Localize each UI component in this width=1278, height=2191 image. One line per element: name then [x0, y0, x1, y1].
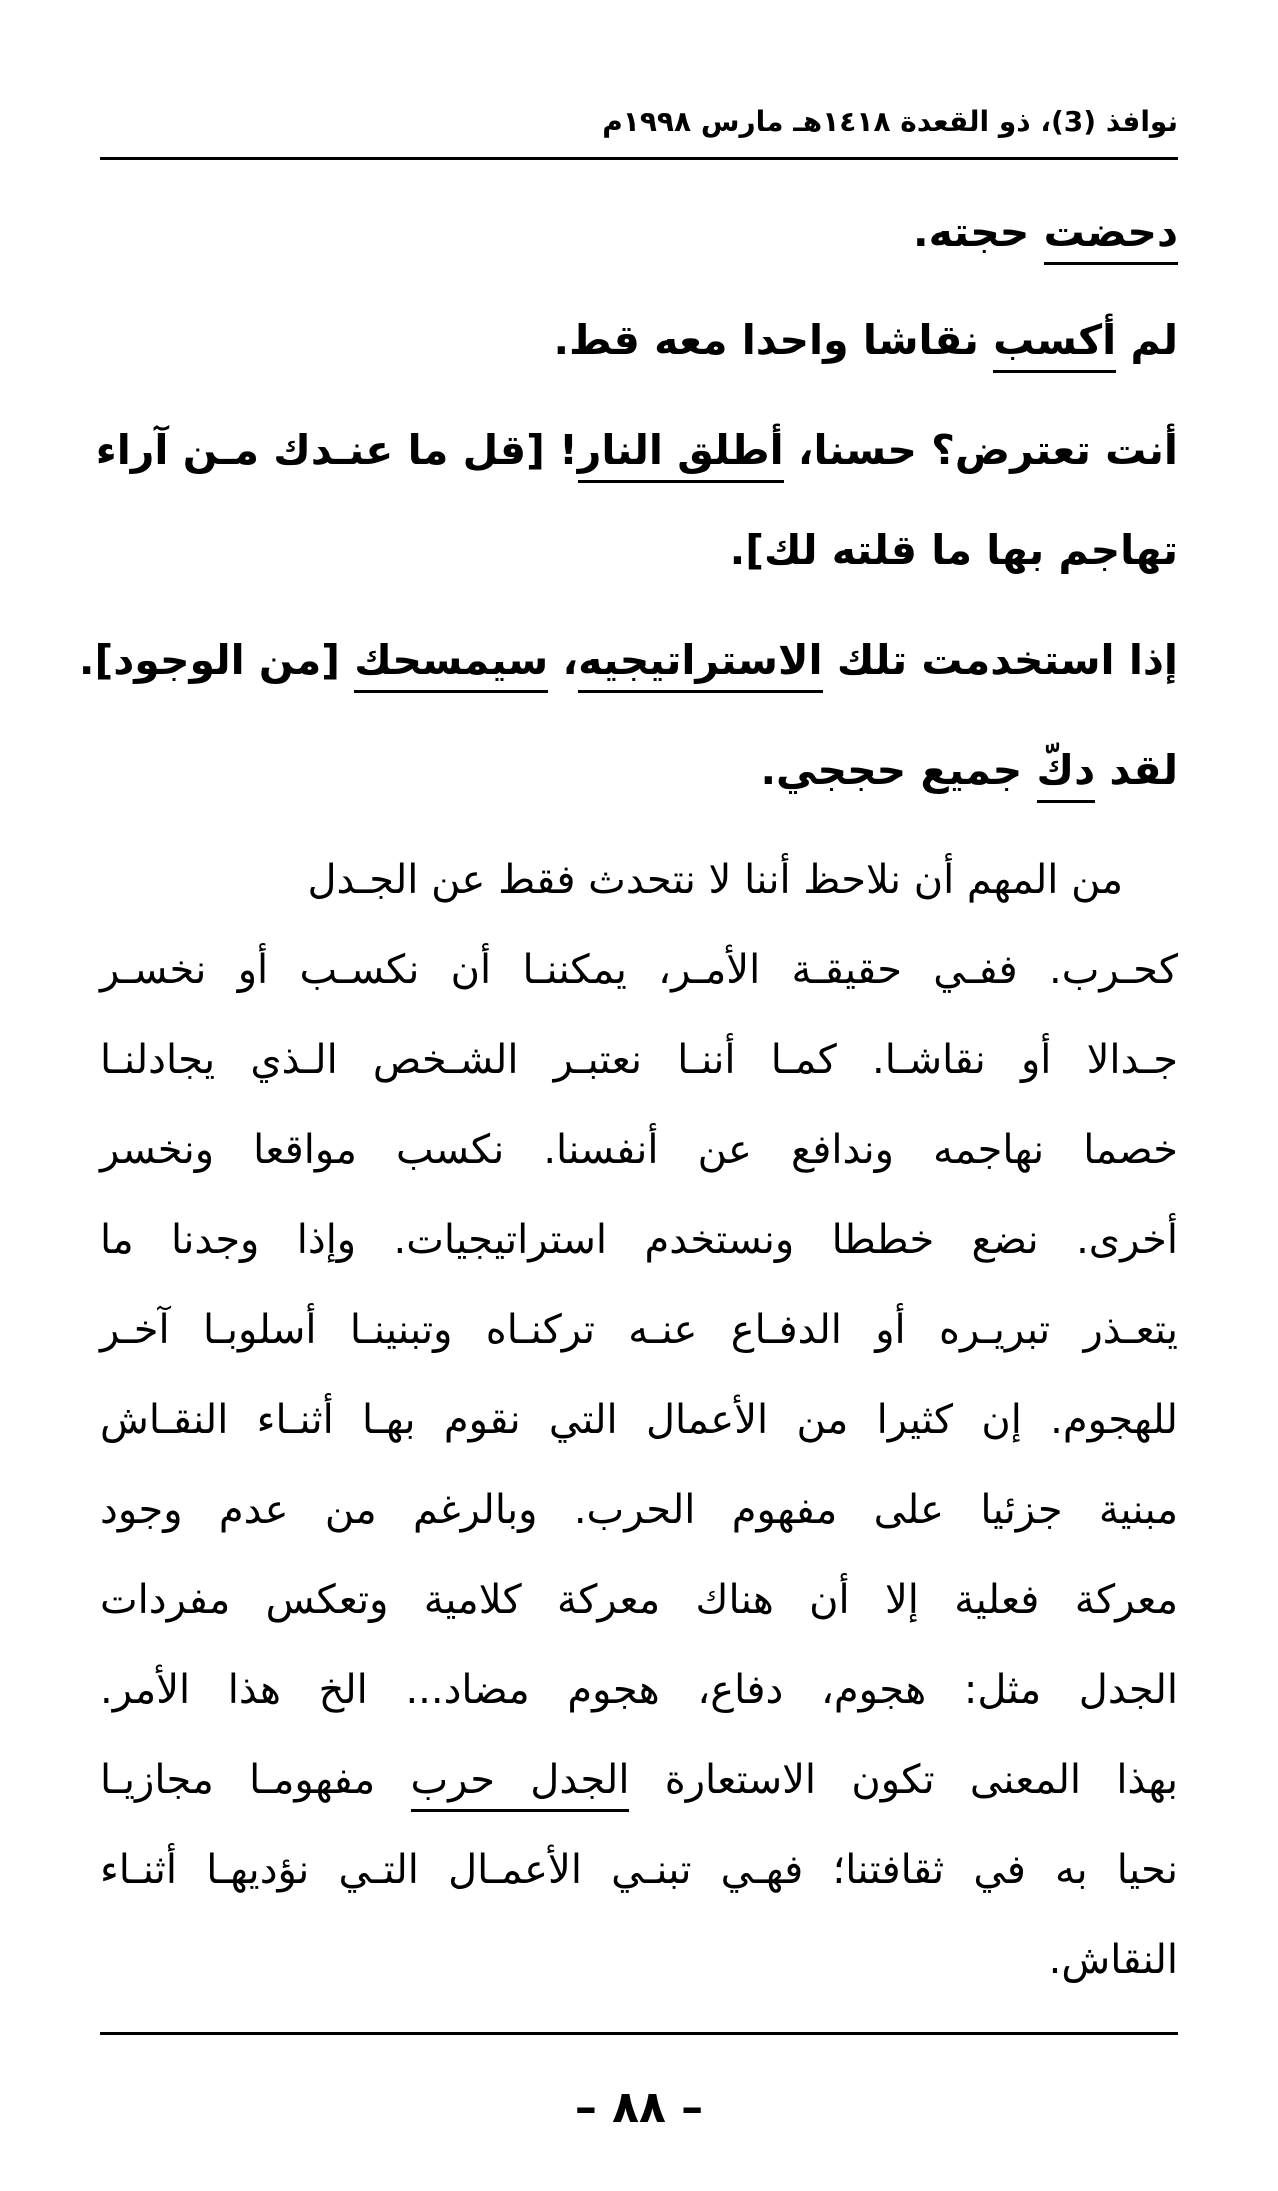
- paragraph-line: [100, 1300, 1178, 1360]
- paragraph-text: نحيا به في ثقافتنا؛ فهـي تبنـي الأعمـال التـي نؤديهـا أثنـاء: [100, 1847, 1178, 1893]
- running-header: نوافذ (3)، ذو القعدة ١٤١٨هـ مارس ١٩٩٨م: [602, 105, 1178, 138]
- underlined-phrase: سيمسحك: [354, 636, 548, 693]
- paragraph-line: [100, 850, 1123, 910]
- underlined-phrase: الاستراتيجيه: [578, 636, 822, 693]
- example-text: ! [قل ما عنـدك مـن آراء: [95, 426, 578, 474]
- example-line: [100, 740, 1178, 800]
- footer-rule: [100, 2032, 1178, 2035]
- paragraph-text: يتعـذر تبريـره أو الدفـاع عنـه تركنـاه وتبنينـا أسلوبـا آخـر: [100, 1307, 1178, 1353]
- paragraph-line: [100, 1030, 1178, 1090]
- paragraph-line: [100, 1750, 1178, 1810]
- paragraph-text: مبنية جزئيا على مفهوم الحرب. وبالرغم من عدم وجود: [100, 1487, 1178, 1533]
- paragraph-text: الجدل مثل: هجوم، دفاع، هجوم مضاد... الخ هذا الأمر.: [100, 1667, 1178, 1713]
- example-text: حجته.: [913, 208, 1044, 256]
- example-text: لم: [1116, 316, 1178, 364]
- underlined-phrase: دكّ: [1037, 746, 1096, 803]
- example-text: نقاشا واحدا معه قط.: [553, 316, 994, 364]
- example-text: [من الوجود].: [78, 636, 355, 684]
- paragraph-text: معركة فعلية إلا أن هناك معركة كلامية وتعكس مفردات: [100, 1577, 1178, 1623]
- paragraph-text: خصما نهاجمه وندافع عن أنفسنا. نكسب مواقعا ونخسر: [100, 1127, 1178, 1173]
- example-text: أنت تعترض؟ حسنا،: [783, 426, 1178, 474]
- paragraph-line: [100, 1840, 1178, 1900]
- header-rule: [100, 157, 1178, 160]
- example-line: [100, 520, 1178, 580]
- underlined-phrase: أطلق النار: [578, 426, 784, 483]
- paragraph-line: [100, 1930, 1178, 1990]
- example-text: لقد: [1095, 746, 1178, 794]
- paragraph-text: أخرى. نضع خططا ونستخدم استراتيجيات. وإذا وجدنا ما: [100, 1217, 1178, 1263]
- example-line: [95, 420, 1178, 480]
- paragraph-text: بهذا المعنى تكون الاستعارة: [629, 1757, 1178, 1803]
- paragraph-line: [100, 1480, 1178, 1540]
- paragraph-text: من المهم أن نلاحظ أننا لا نتحدث فقط عن الجـدل: [307, 857, 1123, 903]
- paragraph-line: [100, 1210, 1178, 1270]
- paragraph-text-tail: مفهومـا مجازيـا: [100, 1757, 411, 1803]
- paragraph-text: كحـرب. ففـي حقيقـة الأمـر، يمكننـا أن نكسـب أو نخسـر: [100, 947, 1178, 993]
- example-text: تهاجم بها ما قلته لك].: [729, 526, 1178, 574]
- underlined-metaphor: الجدل حرب: [411, 1757, 630, 1812]
- example-line: [78, 630, 1178, 690]
- example-line: [100, 310, 1178, 370]
- paragraph-line: [100, 1120, 1178, 1180]
- underlined-phrase: أكسب: [993, 316, 1116, 373]
- paragraph-text: جـدالا أو نقاشـا. كمـا أننـا نعتبـر الشـخص الـذي يجادلنـا: [100, 1037, 1178, 1083]
- underlined-phrase: دحضت: [1044, 208, 1178, 265]
- page-number: – ٨٨ –: [574, 2082, 704, 2133]
- paragraph-text: للهجوم. إن كثيرا من الأعمال التي نقوم بهـا أثنـاء النقـاش: [100, 1397, 1178, 1443]
- paragraph-line: [100, 940, 1178, 1000]
- paragraph-line: [100, 1390, 1178, 1450]
- example-text: جميع حججي.: [760, 746, 1037, 794]
- paragraph-line: [100, 1660, 1178, 1720]
- example-text: ،: [548, 636, 579, 684]
- example-text: إذا استخدمت تلك: [822, 636, 1178, 684]
- paragraph-text: النقاش.: [1048, 1937, 1178, 1983]
- example-line: [100, 202, 1178, 262]
- paragraph-line: [100, 1570, 1178, 1630]
